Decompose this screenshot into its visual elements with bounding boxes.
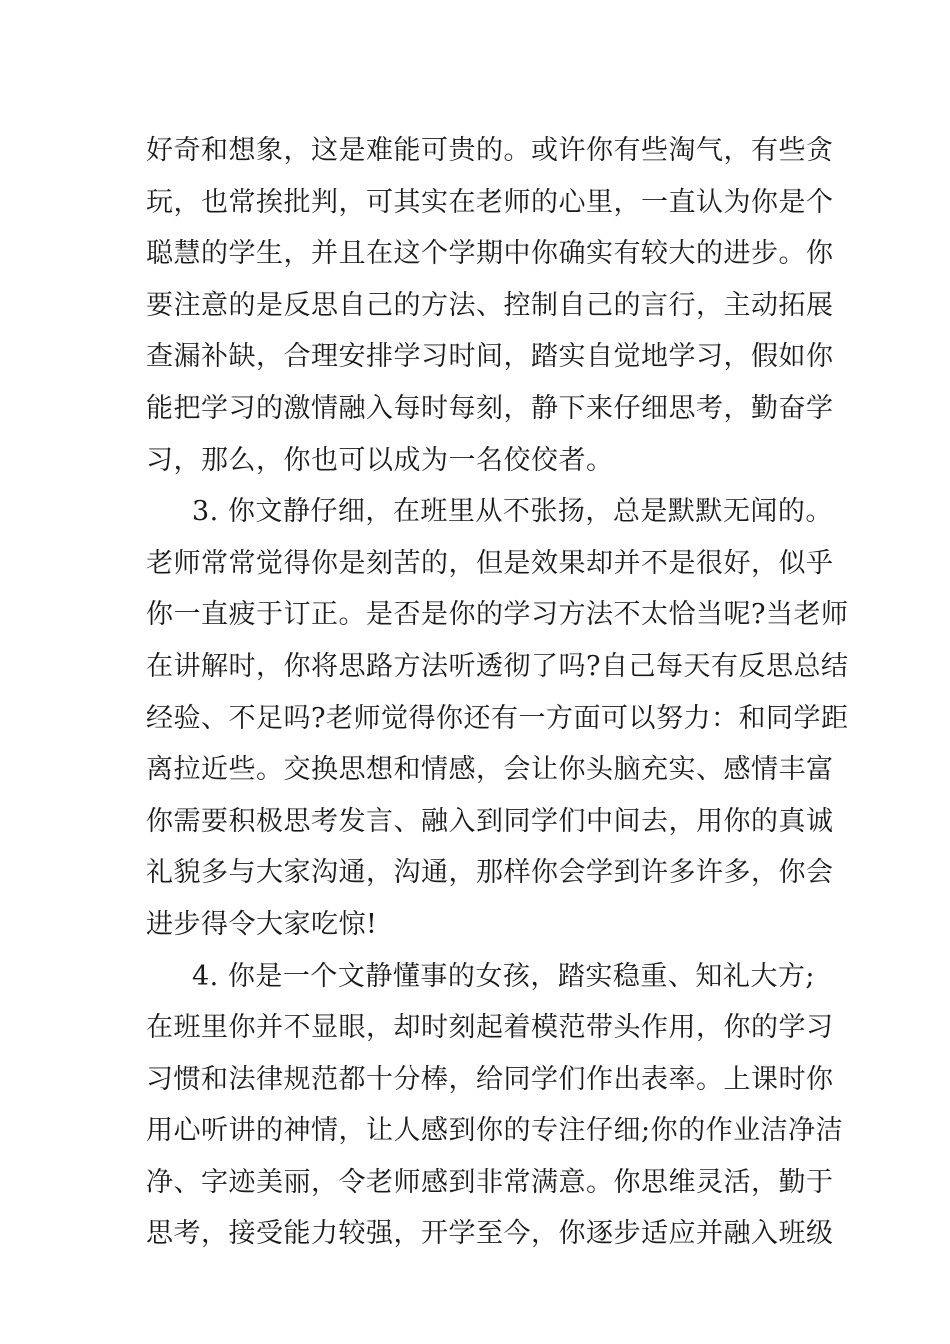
text-line: 用心听讲的神情，让人感到你的专注仔细;你的作业洁净洁 — [146, 1115, 844, 1147]
text-line: 你需要积极思考发言、融入到同学们中间去，用你的真诚 — [146, 805, 834, 837]
text-line: 习，那么，你也可以成为一名佼佼者。 — [146, 444, 614, 476]
text-line: 要注意的是反思自己的方法、控制自己的言行，主动拓展 — [146, 289, 834, 321]
text-line: 经验、不足吗?老师觉得你还有一方面可以努力：和同学距 — [146, 702, 849, 734]
text-line: 习惯和法律规范都十分棒，给同学们作出表率。上课时你 — [146, 1063, 834, 1095]
text-line: 净、字迹美丽，令老师感到非常满意。你思维灵活，勤于 — [146, 1166, 834, 1198]
text-line: 思考，接受能力较强，开学至今，你逐步适应并融入班级 — [146, 1218, 834, 1250]
text-line: 你一直疲于订正。是否是你的学习方法不太恰当呢?当老师 — [146, 599, 849, 631]
text-line: 进步得令大家吃惊! — [146, 908, 378, 940]
text-line: 在讲解时，你将思路方法听透彻了吗?自己每天有反思总结 — [146, 650, 849, 682]
text-line: 在班里你并不显眼，却时刻起着模范带头作用，你的学习 — [146, 1012, 834, 1044]
paragraph-start-line: 4. 你是一个文静懂事的女孩，踏实稳重、知礼大方; — [192, 960, 815, 992]
text-line: 聪慧的学生，并且在这个学期中你确实有较大的进步。你 — [146, 238, 834, 270]
text-line: 玩，也常挨批判，可其实在老师的心里，一直认为你是个 — [146, 186, 834, 218]
text-line: 礼貌多与大家沟通，沟通，那样你会学到许多许多，你会 — [146, 857, 834, 889]
paragraph-start-line: 3. 你文静仔细，在班里从不张扬，总是默默无闻的。 — [192, 496, 833, 528]
text-line: 查漏补缺，合理安排学习时间，踏实自觉地学习，假如你 — [146, 341, 834, 373]
text-line: 离拉近些。交换思想和情感，会让你头脑充实、感情丰富 — [146, 754, 834, 786]
text-line: 老师常常觉得你是刻苦的，但是效果却并不是很好，似乎 — [146, 547, 834, 579]
text-line: 好奇和想象，这是难能可贵的。或许你有些淘气，有些贪 — [146, 135, 834, 166]
document-body — [146, 125, 849, 1260]
text-line: 能把学习的激情融入每时每刻，静下来仔细思考，勤奋学 — [146, 392, 834, 424]
